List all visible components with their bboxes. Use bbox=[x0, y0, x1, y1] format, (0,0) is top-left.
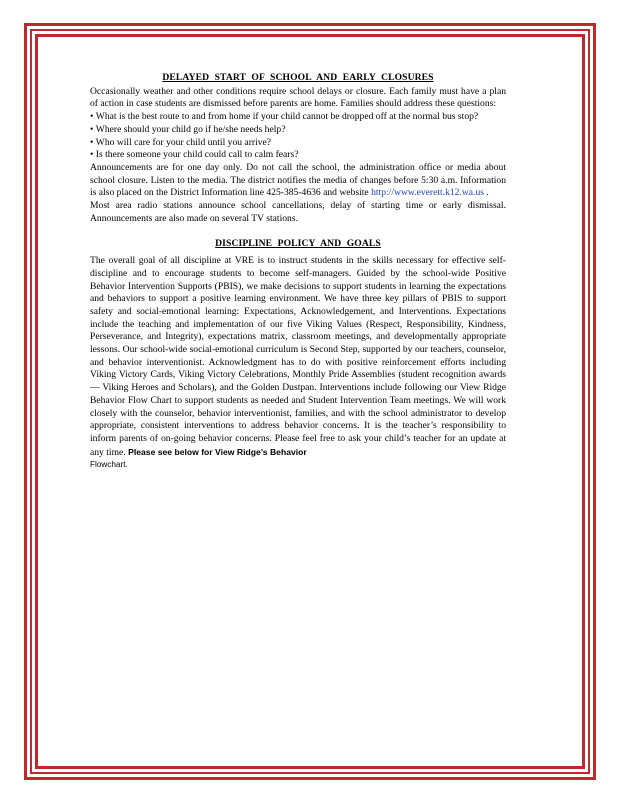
document-body bbox=[90, 72, 506, 472]
district-website-link[interactable]: http://www.everett.k12.wa.us bbox=[371, 187, 484, 199]
website-suffix: . bbox=[486, 187, 489, 199]
closures-intro: Occasionally weather and other conditions require school delays or closure. Each family must have a plan of action in case students are dismissed before parents are home. Families should address these questions: bbox=[90, 85, 506, 110]
question-item: • Who will care for your child until you arrive? bbox=[90, 137, 506, 150]
radio-paragraph: Most area radio stations announce school cancellations, delay of starting time or early dismissal. Announcements are also made on several TV stations. bbox=[90, 200, 506, 224]
behavior-flowchart-note: Please see below for View Ridge’s Behavior bbox=[128, 446, 307, 457]
question-item: • Where should your child go if he/she needs help? bbox=[90, 124, 506, 137]
announcements-text: Announcements are for one day only. Do not call the school, the administration office or media about school closure. Listen to the media. The district notifies the media of changes before 5:30 a.m. Information is also placed on the District Information line 425-385-4636 and website bbox=[90, 161, 506, 199]
announcements-paragraph bbox=[90, 162, 506, 200]
question-item: • What is the best route to and from home if your child cannot be dropped off at the normal bus stop? bbox=[90, 111, 506, 124]
discipline-body: The overall goal of all discipline at VRE is to instruct students in the skills necessary for effective self-discipline and to encourage students to become self-managers. Guided by the school-wide Positive Behavior Intervention Supports (PBIS), we make decisions to support students in learning the expectations and behaviors to support a positive learning environment. We have three key pillars of PBIS to support safety and social-emotional learning: Expectations, Acknowledgement, and Interventions. Expectations include the teaching and implementation of our five Viking Values (Respect, Responsibility, Kindness, Perseverance, and Integrity), expectations matrix, classroom meetings, and developmentally appropriate lessons. Our school-wide social-emotional curriculum is Second Step, supported by our teachers, counselor, and behavior interventionist. Acknowledgment has to do with positive reinforcement efforts including Viking Victory Cards, Viking Victory Celebrations, Monthly Pride Assemblies (student recognition awards — Viking Heroes and Scholars), and the Golden Dustpan. Interventions include following our View Ridge Behavior Flow Chart to support students as needed and Student Intervention Team meetings. We will work closely with the counselor, behavior interventionist, families, and with the school administrator to develop appropriate, consistent interventions to address behavior concerns. It is the teacher’s responsibility to inform parents of on-going behavior concerns. Please feel free to ask your child’s teacher for an update at any time. bbox=[90, 255, 506, 458]
discipline-heading: DISCIPLINE POLICY AND GOALS bbox=[215, 238, 381, 250]
question-item: • Is there someone your child could call to calm fears? bbox=[90, 149, 506, 162]
discipline-paragraph bbox=[90, 255, 506, 459]
closures-heading: DELAYED START OF SCHOOL AND EARLY CLOSURES bbox=[162, 72, 434, 83]
flowchart-label: Flowchart. bbox=[90, 460, 128, 470]
